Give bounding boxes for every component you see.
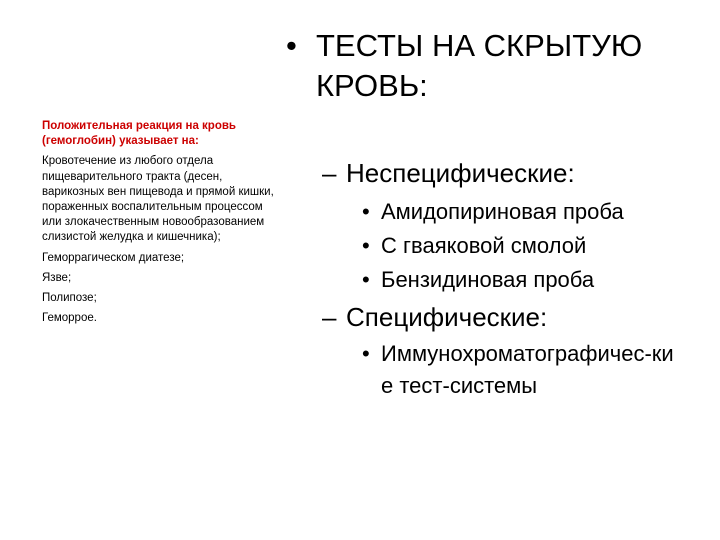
bullet-icon: • <box>362 267 370 292</box>
list-item: • Бензидиновая проба <box>362 264 594 296</box>
list-item: • Амидопириновая проба <box>362 196 624 228</box>
bullet-icon: • <box>362 233 370 258</box>
title-bullet-icon: • <box>286 28 297 63</box>
left-item-4: Полипозе; <box>42 292 97 305</box>
dash-icon: – <box>322 302 337 332</box>
list-item: • С гваяковой смолой <box>362 230 586 262</box>
left-item-3: Язве; <box>42 271 72 284</box>
left-item-2: Геморрагическом диатезе; <box>42 251 185 264</box>
group-nonspecific-label: – Неспецифические: <box>322 158 575 188</box>
title-text: ТЕСТЫ НА СКРЫТУЮ КРОВЬ: <box>316 28 643 103</box>
left-heading: Положительная реакция на кровь (гемоглобин) указывает на: <box>42 120 237 148</box>
group-specific-label: – Специфические: <box>322 302 548 332</box>
bullet-icon: • <box>362 199 370 224</box>
bullet-icon: • <box>362 341 370 366</box>
slide-title <box>286 26 706 106</box>
left-item-1: Кровотечение из любого отдела пищеварительного тракта (десен, варикозных вен пищевода и прямой кишки, пораженных воспалительным процессом или злокачественным новообразованием слизистой желудка и кишечника); <box>42 155 274 244</box>
list-item: • Иммунохроматографичес-кие тест-системы <box>362 338 682 402</box>
dash-icon: – <box>322 158 337 188</box>
left-item-5: Геморрое. <box>42 312 97 325</box>
left-text-block <box>42 119 277 331</box>
